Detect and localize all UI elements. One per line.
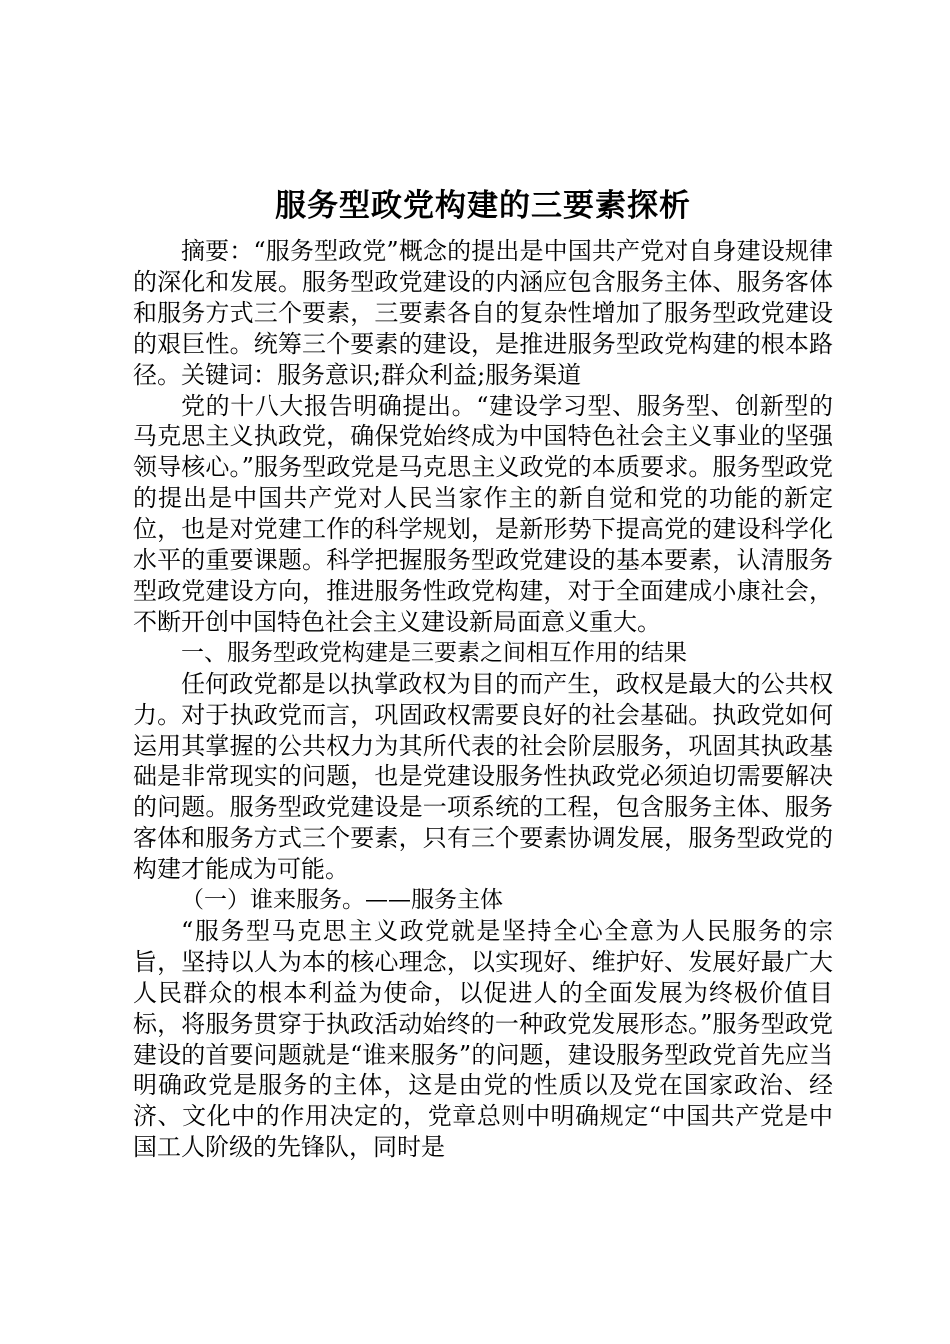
subsection-1-paragraph: “服务型马克思主义政党就是坚持全心全意为人民服务的宗旨，坚持以人为本的核心理念，以实现好、维护好、发展好最广大人民群众的根本利益为使命，以促进人的全面发展为终极价值目标，将服务贯穿于执政活动始终的一种政党发展形态。”服务型政党建设的首要问题就是“谁来服务”的问题，建设服务型政党首先应当明确政党是服务的主体，这是由党的性质以及党在国家政治、经济、文化中的作用决定的，党章总则中明确规定“中国共产党是中国工人阶级的先锋队，同时是 bbox=[133, 916, 833, 1162]
abstract-paragraph: 摘要：“服务型政党”概念的提出是中国共产党对自身建设规律的深化和发展。服务型政党建设的内涵应包含服务主体、服务客体和服务方式三个要素，三要素各自的复杂性增加了服务型政党建设的艰巨性。统筹三个要素的建设，是推进服务型政党构建的根本路径。关键词：服务意识;群众利益;服务渠道 bbox=[133, 237, 833, 389]
document-title: 服务型政党构建的三要素探析 bbox=[275, 188, 691, 224]
section-1-paragraph: 任何政党都是以执掌政权为目的而产生，政权是最大的公共权力。对于执政党而言，巩固政权需要良好的社会基础。执政党如何运用其掌握的公共权力为其所代表的社会阶层服务，巩固其执政基础是非常现实的问题，也是党建设服务性执政党必须迫切需要解决的问题。服务型政党建设是一项系统的工程，包含服务主体、服务客体和服务方式三个要素，只有三个要素协调发展，服务型政党的构建才能成为可能。 bbox=[133, 669, 833, 884]
intro-paragraph: 党的十八大报告明确提出。“建设学习型、服务型、创新型的马克思主义执政党，确保党始终成为中国特色社会主义事业的坚强领导核心。”服务型政党是马克思主义政党的本质要求。服务型政党的提出是中国共产党对人民当家作主的新自觉和党的功能的新定位，也是对党建工作的科学规划，是新形势下提高党的建设科学化水平的重要课题。科学把握服务型政党建设的基本要素，认清服务型政党建设方向，推进服务性政党构建，对于全面建成小康社会，不断开创中国特色社会主义建设新局面意义重大。 bbox=[133, 391, 833, 636]
document-body bbox=[133, 182, 833, 1163]
section-heading-1: 一、服务型政党构建是三要素之间相互作用的结果 bbox=[181, 639, 687, 666]
subsection-heading-1: （一）谁来服务。——服务主体 bbox=[181, 887, 503, 914]
